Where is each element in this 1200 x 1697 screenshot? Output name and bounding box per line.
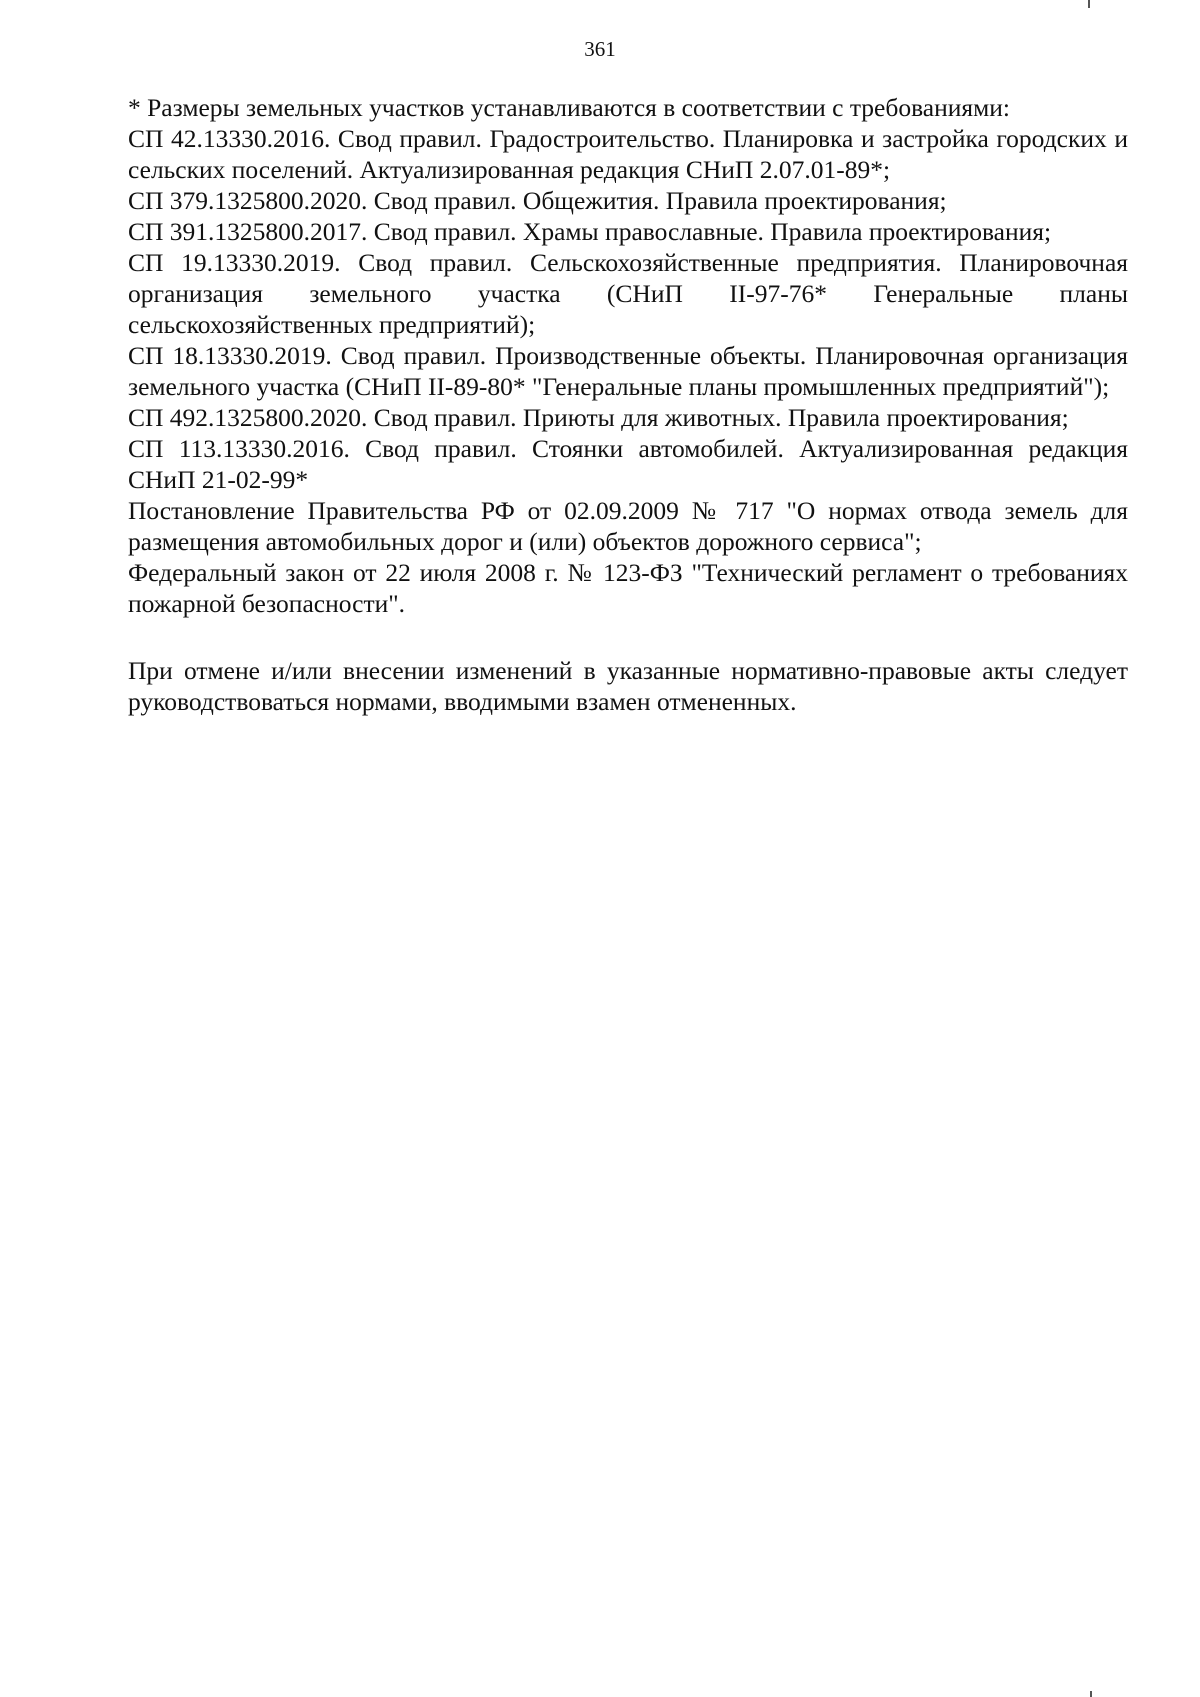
page-number: 361: [584, 37, 616, 61]
regulation-item: Федеральный закон от 22 июля 2008 г. № 123-ФЗ "Технический регламент о требованиях пожарной безопасности".: [128, 558, 1128, 618]
regulation-item: СП 19.13330.2019. Свод правил. Сельскохозяйственные предприятия. Планировочная организация земельного участка (СНиП II-97-76* Генеральные планы сельскохозяйственных предприятий);: [128, 248, 1128, 339]
document-body: [128, 92, 1128, 717]
requirements-intro: * Размеры земельных участков устанавливаются в соответствии с требованиями:: [128, 93, 1010, 122]
regulation-item: Постановление Правительства РФ от 02.09.2009 № 717 "О нормах отвода земель для размещения автомобильных дорог и (или) объектов дорожного сервиса";: [128, 496, 1128, 556]
regulation-item: СП 391.1325800.2017. Свод правил. Храмы православные. Правила проектирования;: [128, 217, 1052, 246]
scan-mark: [1090, 1691, 1092, 1697]
closing-note: При отмене и/или внесении изменений в указанные нормативно-правовые акты следует руководствоваться нормами, вводимыми взамен отмененных.: [128, 656, 1128, 716]
regulation-item: СП 379.1325800.2020. Свод правил. Общежития. Правила проектирования;: [128, 186, 947, 215]
regulation-item: СП 42.13330.2016. Свод правил. Градостроительство. Планировка и застройка городских и сельских поселений. Актуализированная редакция СНиП 2.07.01-89*;: [128, 124, 1128, 184]
regulation-item: СП 113.13330.2016. Свод правил. Стоянки автомобилей. Актуализированная редакция СНиП 21-02-99*: [128, 434, 1128, 494]
paragraph-spacer: [128, 619, 1128, 655]
regulation-item: СП 492.1325800.2020. Свод правил. Приюты для животных. Правила проектирования;: [128, 403, 1069, 432]
regulation-item: СП 18.13330.2019. Свод правил. Производственные объекты. Планировочная организация земельного участка (СНиП II-89-80* "Генеральные планы промышленных предприятий");: [128, 341, 1128, 401]
scan-mark: [1088, 0, 1090, 8]
